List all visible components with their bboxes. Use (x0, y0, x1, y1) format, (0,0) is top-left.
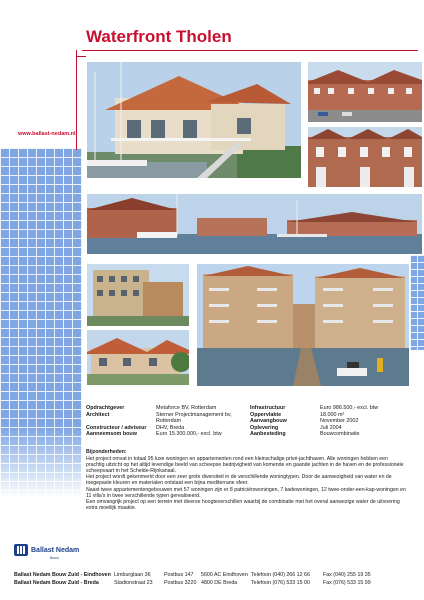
decorative-grid-band (0, 148, 82, 498)
rule-stub (76, 56, 86, 57)
footer-postbox: Postbus 147 (164, 572, 194, 578)
info-label: Oplevering (250, 424, 279, 431)
footer-city: 4800 DE Breda (201, 580, 238, 586)
info-label: Infrastructuur (250, 405, 286, 411)
photo-apartment-blocks (87, 264, 189, 326)
project-info-left (86, 405, 234, 438)
info-label: Aanbesteding (250, 431, 286, 437)
page-title: Waterfront Tholen (86, 27, 232, 46)
info-row (86, 431, 234, 438)
footer-city: 5600 AC Eindhoven (201, 572, 248, 578)
company-logo (14, 544, 80, 560)
photo-villa-harbor (87, 62, 301, 178)
photo-row-houses (308, 62, 422, 122)
photo-townhouses (308, 127, 422, 187)
footer-fax: Fax (040) 255 19 35 (323, 572, 371, 578)
title-rule (82, 50, 418, 51)
info-value: Euro 15.300.000,- excl. btw (156, 431, 222, 437)
website-link[interactable]: www.ballast-nedam.nl (18, 131, 76, 137)
footer-phone: Telefoon (040) 266 12 66 (251, 572, 310, 578)
info-label: Constructeur / adviseur (86, 424, 147, 431)
info-value: DHV, Breda (156, 424, 185, 431)
details-paragraph: Het project wordt gekenmerkt door een zeer grote diversiteit in de verschillende woningtypen. Door de aanwezigheid van water en de toegepaste kleuren en materialen ontstaat een bijna mediterrane sfeer. (86, 474, 392, 487)
details-paragraph: Naast twee appartementengebouwen met 57 woningen zijn er 8 patriciërswoningen, 7 kadewoningen, 12 twee-onder-een-kap-woningen en 11 villa's in twee verschillende typen gerealiseerd. (86, 486, 406, 499)
footer-street: Stadionstraat 23 (114, 580, 153, 586)
info-label: Aanneemsom bouw (86, 431, 137, 437)
decorative-grid-strip (410, 255, 424, 350)
project-details (86, 449, 406, 511)
project-info-right (250, 405, 410, 438)
footer-fax: Fax (076) 533 15 99 (323, 580, 371, 586)
info-value: November 2002 (320, 418, 359, 424)
logo-subtitle: Bouw (50, 556, 59, 560)
footer-street: Limburglaan 36 (114, 572, 151, 578)
ballast-nedam-logo-icon (14, 544, 28, 556)
footer-address-eindhoven (14, 572, 383, 578)
info-label: Aanvangbouw (250, 418, 287, 424)
logo-name: Ballast Nedam (31, 546, 80, 554)
footer-company: Ballast Nedam Bouw Zuid - Eindhoven (14, 572, 111, 578)
details-heading: Bijzonderheden: (86, 449, 127, 455)
photo-harbor-panorama (87, 194, 422, 254)
details-paragraph: Een omvangrijk project op een terrein met diverse hoogteverschillen waarbij de combinatie met het overal aanwezige water de uitvoering extra moeilijk maakte. (86, 498, 400, 511)
info-value: Bouwcombinatie (320, 431, 360, 437)
left-rule (76, 50, 77, 150)
info-value: Metaforce BV, Rotterdam (156, 405, 217, 411)
photo-apartments-canal (197, 264, 409, 386)
details-paragraph: Het project omvat in totaal 95 luxe woningen en appartementen rond een kleinschalige privé-jachthaven. Alle woningen hebben een prachtig uitzicht op het altijd levendige beeld van scheepse bedrijvigheid van komende en gaande jachten in de haven en de professionele scheepvaart in het Schelde-Rijnkanaal. (86, 456, 404, 475)
photo-houses-garden (87, 330, 189, 385)
footer-company: Ballast Nedam Bouw Zuid - Breda (14, 580, 99, 586)
footer-phone: Telefoon (076) 533 15 00 (251, 580, 310, 586)
info-label: Oppervlakte (250, 411, 282, 418)
info-label: Opdrachtgever (86, 405, 125, 411)
footer-address-breda (14, 580, 383, 586)
footer-postbox: Postbus 3220 (164, 580, 197, 586)
info-value: Sterner Projectmanagement bv, (156, 411, 232, 418)
info-row (250, 431, 410, 438)
info-value: Rotterdam (156, 418, 182, 424)
info-value: 18.000 m² (320, 411, 345, 418)
info-value: Juli 2004 (320, 424, 342, 431)
info-value: Euro 986.500,- excl. btw (320, 405, 379, 411)
info-label: Architect (86, 411, 110, 418)
